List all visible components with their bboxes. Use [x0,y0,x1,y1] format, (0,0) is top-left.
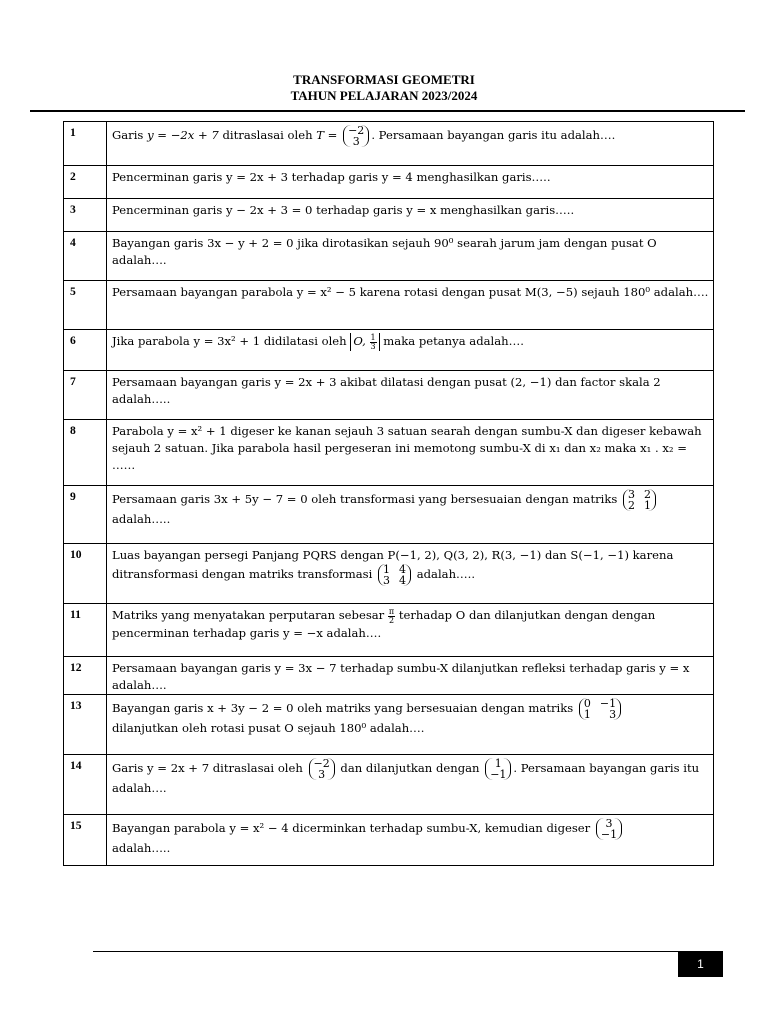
question-number: 15 [64,815,107,866]
question-text: Pencerminan garis y = 2x + 3 terhadap garis y = 4 menghasilkan garis….. [107,166,714,199]
question-number: 11 [64,604,107,657]
question-row [64,695,714,755]
transformation-matrix: 0 −1 1 3 [579,698,621,720]
translation-vector: 1 −1 [485,758,511,780]
question-text: Bayangan garis x + 3y − 2 = 0 oleh matriks yang bersesuaian dengan matriks 0 −1 1 3 dilanjutkan oleh rotasi pusat O sejauh 180⁰ adalah…. [107,695,714,755]
question-number: 9 [64,486,107,544]
document-title: TRANSFORMASI GEOMETRI [293,72,475,87]
question-table [63,121,714,866]
question-number: 10 [64,544,107,604]
question-row [64,371,714,420]
question-number: 3 [64,199,107,232]
transformation-matrix: 3 2 2 1 [623,489,656,511]
question-text: Persamaan garis 3x + 5y − 7 = 0 oleh transformasi yang bersesuaian dengan matriks 3 2 2 1 adalah….. [107,486,714,544]
translation-vector: −2 3 [343,125,369,147]
question-row [64,604,714,657]
question-row [64,657,714,695]
question-text: Bayangan garis 3x − y + 2 = 0 jika dirotasikan sejauh 90⁰ searah jarum jam dengan pusat O adalah…. [107,232,714,281]
question-row [64,486,714,544]
footer-rule [93,951,723,952]
question-number: 12 [64,657,107,695]
question-text: Matriks yang menyatakan perputaran sebesar $\frac{\pi}{2}$ terhadap O dan dilanjutkan dengan dengan pencerminan terhadap garis y = −x adalah…. [107,604,714,657]
question-row [64,122,714,166]
question-text: Persamaan bayangan garis y = 2x + 3 akibat dilatasi dengan pusat (2, −1) dan factor skala 2 adalah….. [107,371,714,420]
question-number: 5 [64,281,107,330]
question-row [64,232,714,281]
question-row [64,199,714,232]
dilation-bracket: O, $\frac{1}{3}$ [350,333,379,351]
header-rule [30,110,745,112]
question-number: 1 [64,122,107,166]
question-row [64,281,714,330]
question-text: Garis y = 2x + 7 ditraslasai oleh −2 3 dan dilanjutkan dengan 1 −1 . Persamaan bayangan garis itu adalah…. [107,755,714,815]
question-number: 6 [64,330,107,371]
question-text: Persamaan bayangan parabola y = x² − 5 karena rotasi dengan pusat M(3, −5) sejauh 180⁰ adalah…. [107,281,714,330]
question-text: Parabola y = x² + 1 digeser ke kanan sejauh 3 satuan searah dengan sumbu-X dan digeser kebawah sejauh 2 satuan. Jika parabola hasil pergeseran ini memotong sumbu-X di x₁ dan x₂ maka x₁ . x₂ = …… [107,420,714,486]
question-row [64,544,714,604]
transformation-matrix: 1 4 3 4 [378,564,411,586]
question-text: Pencerminan garis y − 2x + 3 = 0 terhadap garis y = x menghasilkan garis….. [107,199,714,232]
translation-vector: 3 −1 [596,818,622,840]
question-text: Garis y = −2x + 7 ditraslasai oleh T = −2 3 . Persamaan bayangan garis itu adalah…. [107,122,714,166]
question-number: 13 [64,695,107,755]
question-row [64,815,714,866]
question-number: 14 [64,755,107,815]
question-text: Bayangan parabola y = x² − 4 dicerminkan terhadap sumbu-X, kemudian digeser 3 −1 adalah….. [107,815,714,866]
question-number: 7 [64,371,107,420]
question-number: 4 [64,232,107,281]
question-text: Persamaan bayangan garis y = 3x − 7 terhadap sumbu-X dilanjutkan refleksi terhadap garis y = x adalah…. [107,657,714,695]
question-number: 2 [64,166,107,199]
question-row [64,330,714,371]
question-text: Luas bayangan persegi Panjang PQRS dengan P(−1, 2), Q(3, 2), R(3, −1) dan S(−1, −1) karena ditransformasi dengan matriks transformasi 1 4 3 4 adalah….. [107,544,714,604]
question-number: 8 [64,420,107,486]
question-text: Jika parabola y = 3x² + 1 didilatasi oleh O, $\frac{1}{3}$ maka petanya adalah…. [107,330,714,371]
question-row [64,166,714,199]
question-row [64,420,714,486]
document-subtitle: TAHUN PELAJARAN 2023/2024 [290,88,478,103]
pi-fraction: $\frac{\pi}{2}$ [388,606,395,625]
translation-vector: −2 3 [309,758,335,780]
page-number: 1 [678,952,723,977]
question-row [64,755,714,815]
